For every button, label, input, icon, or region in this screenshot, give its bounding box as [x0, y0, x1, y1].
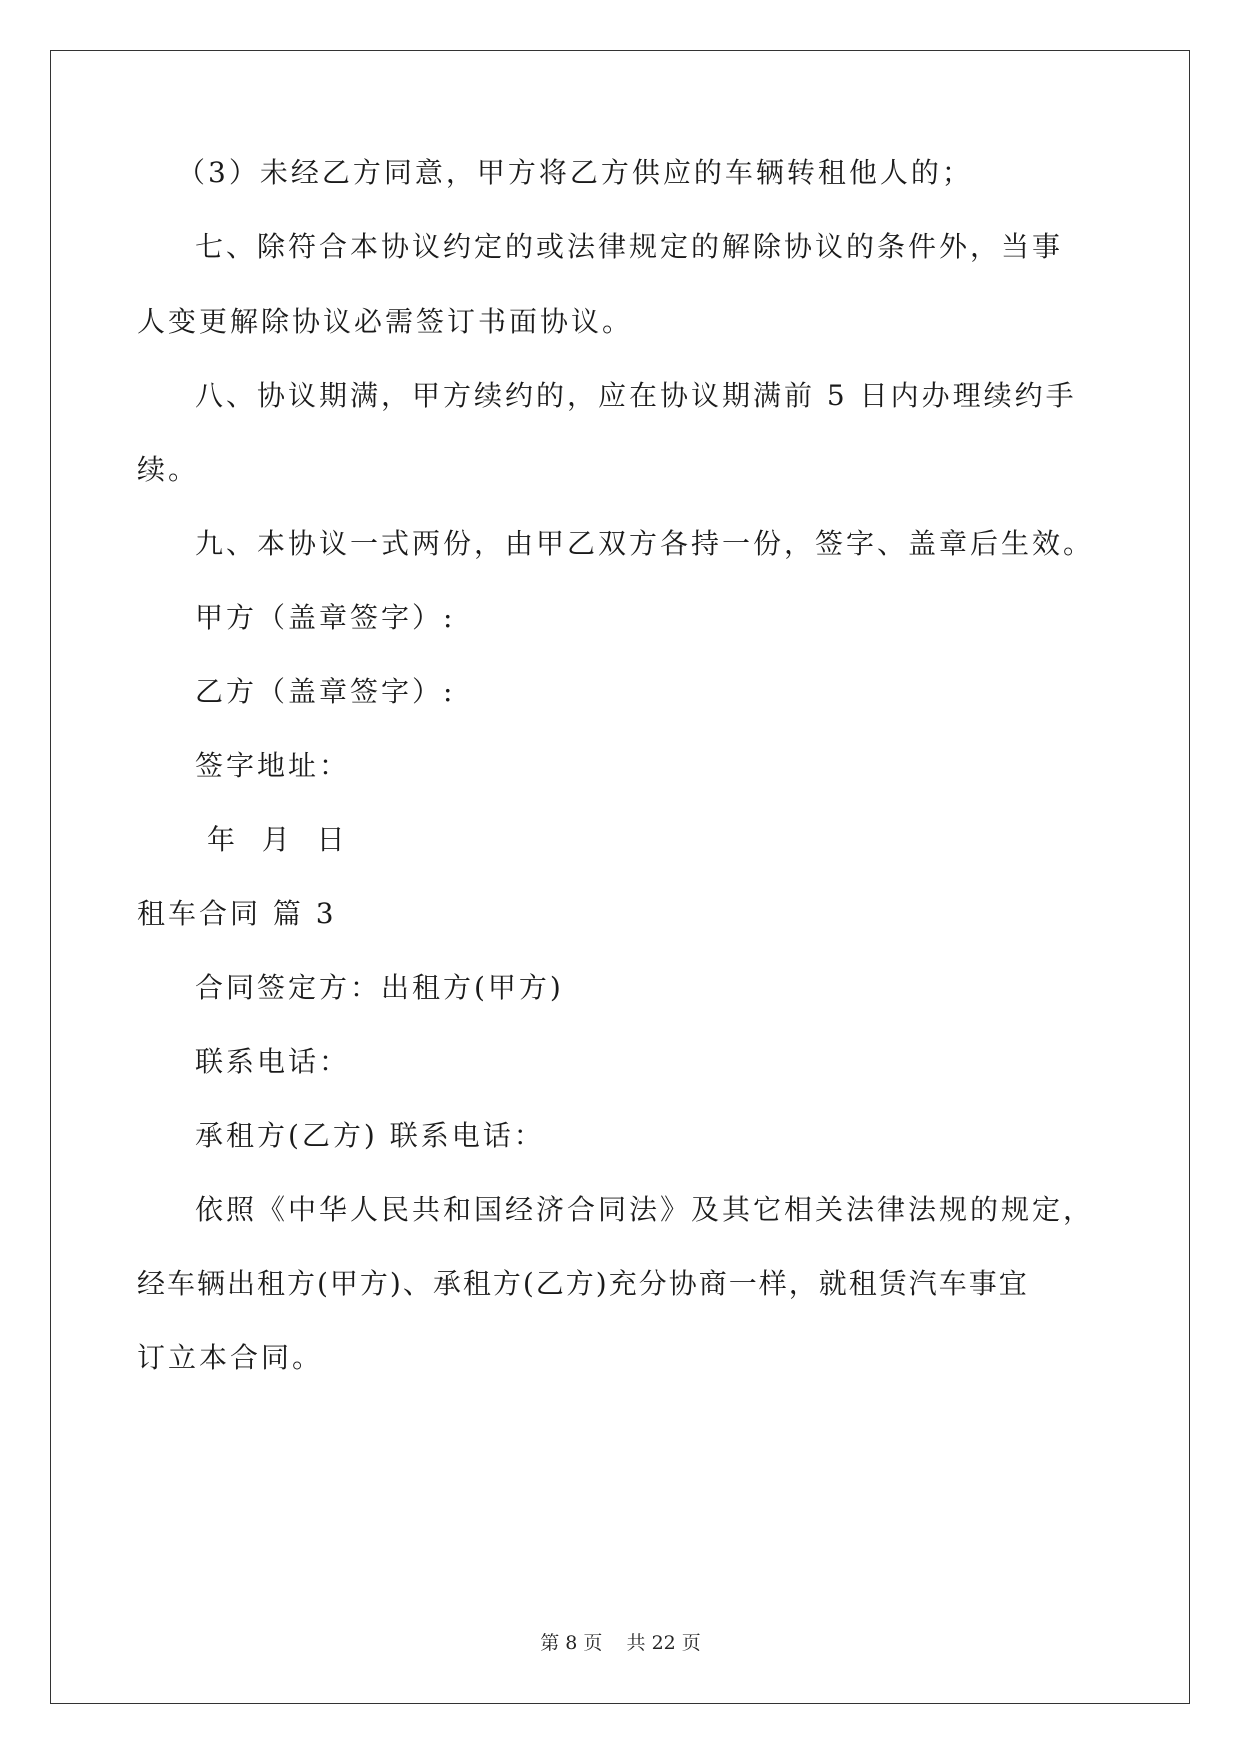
- party-a-signature: 甲方（盖章签字）:: [195, 601, 456, 634]
- page-border: [50, 50, 1190, 1704]
- clause-8-line-1: 八、协议期满，甲方续约的，应在协议期满前 5 日内办理续约手: [195, 379, 1077, 412]
- contract-heading: 租车合同 篇 3: [137, 897, 337, 930]
- clause-8-line-2: 续。: [137, 453, 200, 486]
- lessee-phone: 承租方(乙方) 联系电话：: [195, 1119, 545, 1152]
- preamble-line-2: 经车辆出租方(甲方)、承租方(乙方)充分协商一样，就租赁汽车事宜: [137, 1267, 1029, 1300]
- signing-address: 签字地址：: [195, 749, 351, 782]
- preamble-line-1: 依照《中华人民共和国经济合同法》及其它相关法律法规的规定，: [195, 1193, 1095, 1226]
- party-b-signature: 乙方（盖章签字）:: [195, 675, 456, 708]
- page-number: 第 8 页 共 22 页: [540, 1632, 701, 1654]
- clause-7-line-2: 人变更解除协议必需签订书面协议。: [137, 305, 634, 338]
- signing-date: 年 月 日: [207, 823, 348, 856]
- contracting-parties: 合同签定方：出租方(甲方): [195, 971, 564, 1004]
- lessor-phone: 联系电话：: [195, 1045, 351, 1078]
- clause-7-line-1: 七、除符合本协议约定的或法律规定的解除协议的条件外，当事: [195, 230, 1064, 263]
- clause-9: 九、本协议一式两份，由甲乙双方各持一份，签字、盖章后生效。: [195, 527, 1095, 560]
- clause-6-item-3: （3）未经乙方同意，甲方将乙方供应的车辆转租他人的；: [177, 156, 973, 189]
- preamble-line-3: 订立本合同。: [137, 1341, 324, 1374]
